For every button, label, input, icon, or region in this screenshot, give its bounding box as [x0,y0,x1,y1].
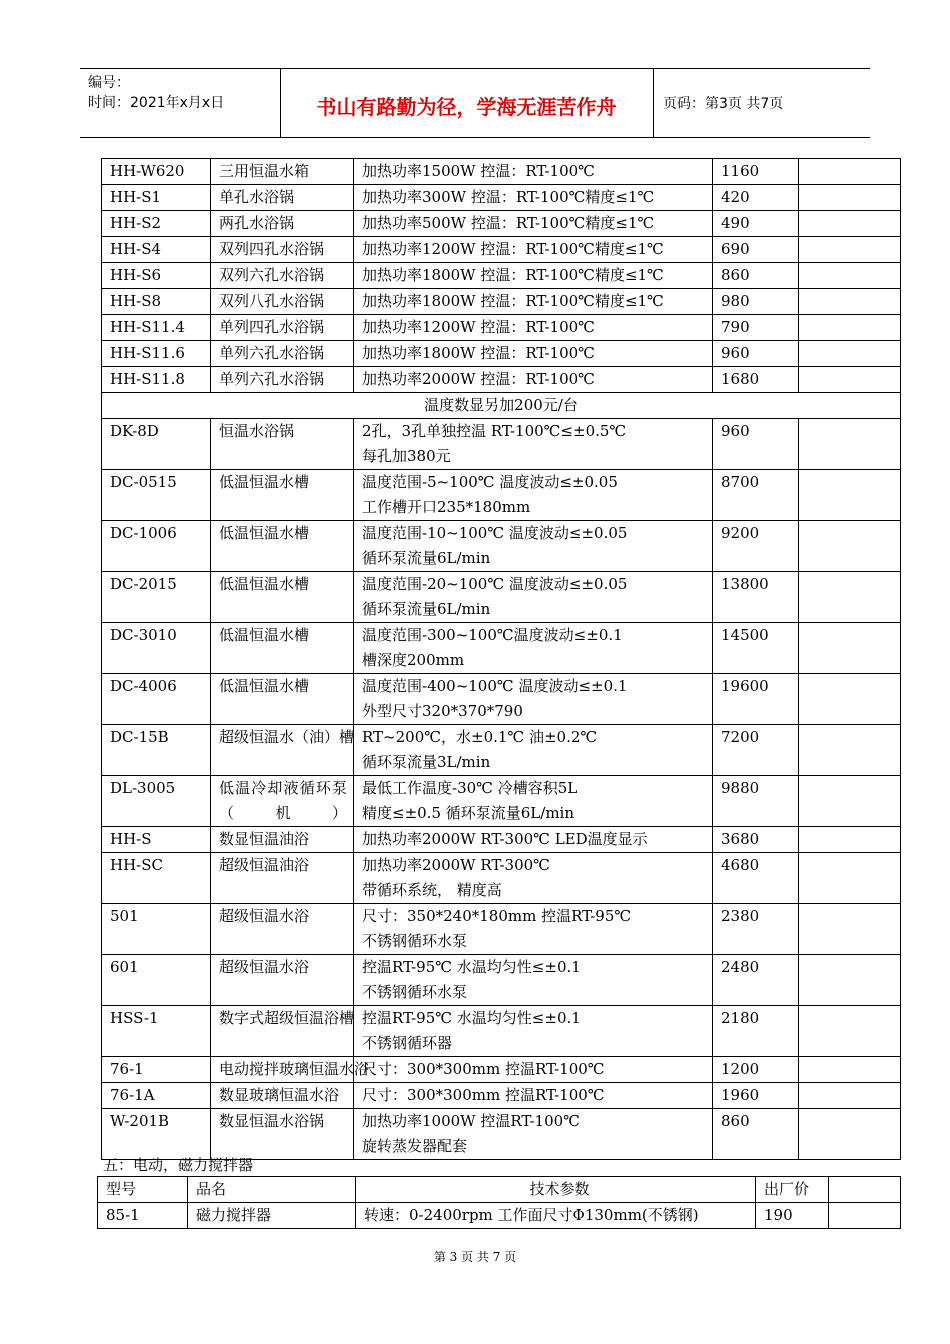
cell-spec: 加热功率2000W 控温：RT-100℃ [354,367,713,393]
cell-model: 76-1 [102,1057,211,1083]
cell-price: 4680 [713,853,799,904]
cell-empty [799,623,901,674]
cell-model: DC-0515 [102,470,211,521]
cell-spec: 加热功率1200W 控温：RT-100℃精度≤1℃ [354,237,713,263]
table-row [102,341,901,367]
cell-spec: 加热功率1800W 控温：RT-100℃精度≤1℃ [354,263,713,289]
cell-price: 190 [756,1203,829,1229]
table-row [102,827,901,853]
cell-name: 双列八孔水浴锅 [211,289,354,315]
cell-name: 单列四孔水浴锅 [211,315,354,341]
cell-price: 690 [713,237,799,263]
cell-spec-line: 不锈钢循环器 [362,1034,453,1052]
cell-empty [799,419,901,470]
header-model: 型号 [98,1177,188,1203]
table-row [102,1006,901,1057]
cell-name: 低温恒温水槽 [211,572,354,623]
cell-spec-line: 2孔，3孔单独控温 RT-100℃≤±0.5℃ [362,422,627,440]
cell-empty [799,955,901,1006]
cell-spec-line: 循环泵流量3L/min [362,753,491,771]
cell-empty [799,1006,901,1057]
cell-model: HH-S8 [102,289,211,315]
cell-name: 数显玻璃恒温水浴 [211,1083,354,1109]
cell-spec-line: 温度范围-10~100℃ 温度波动≤±0.05 [362,524,628,542]
cell-name: 数显恒温水浴锅 [211,1109,354,1160]
cell-empty [799,776,901,827]
cell-spec [354,1006,713,1057]
cell-spec: 加热功率1500W 控温：RT-100℃ [354,159,713,185]
cell-name: 数字式超级恒温浴槽 [211,1006,354,1057]
cell-name: 双列四孔水浴锅 [211,237,354,263]
cell-spec-line: 温度范围-5~100℃ 温度波动≤±0.05 [362,473,618,491]
table-row [102,237,901,263]
cell-model: DL-3005 [102,776,211,827]
header-motto: 书山有路勤为径，学海无涯苦作舟 [316,95,617,119]
cell-name: 低温恒温水槽 [211,470,354,521]
cell-price: 1680 [713,367,799,393]
cell-empty [799,367,901,393]
cell-model: HH-S6 [102,263,211,289]
table-row [102,1109,901,1160]
cell-empty [799,263,901,289]
cell-empty [799,237,901,263]
cell-spec [354,955,713,1006]
table-row [102,315,901,341]
cell-spec: 加热功率1200W 控温：RT-100℃ [354,315,713,341]
cell-spec: 加热功率1800W 控温：RT-100℃精度≤1℃ [354,289,713,315]
cell-model: DC-2015 [102,572,211,623]
table-row [102,367,901,393]
cell-spec-line: 不锈钢循环水泵 [362,932,468,950]
cell-model: DC-15B [102,725,211,776]
stirrer-table [97,1176,901,1229]
cell-spec-line: 外型尺寸320*370*790 [362,702,523,720]
cell-model: DC-1006 [102,521,211,572]
cell-spec-line: 工作槽开口235*180mm [362,498,531,516]
time-label: 时间：2021年x月x日 [88,95,225,111]
cell-model: HH-SC [102,853,211,904]
cell-name: 电动搅拌玻璃恒温水浴 [211,1057,354,1083]
cell-empty [799,159,901,185]
cell-model: 501 [102,904,211,955]
cell-price: 2380 [713,904,799,955]
cell-spec: 加热功率500W 控温：RT-100℃精度≤1℃ [354,211,713,237]
cell-name: 低温恒温水槽 [211,521,354,572]
cell-model: HH-S2 [102,211,211,237]
cell-spec-line: 精度≤±0.5 循环泵流量6L/min [362,804,575,822]
cell-spec: 加热功率2000W RT-300℃ LED温度显示 [354,827,713,853]
cell-model: HH-S11.6 [102,341,211,367]
cell-name: 超级恒温油浴 [211,853,354,904]
cell-spec [354,853,713,904]
table-row [102,853,901,904]
cell-price: 960 [713,341,799,367]
cell-name: 低温恒温水槽 [211,623,354,674]
table-row [102,211,901,237]
cell-name: 单列六孔水浴锅 [211,341,354,367]
cell-name: 三用恒温水箱 [211,159,354,185]
cell-spec-line: 控温RT-95℃ 水温均匀性≤±0.1 [362,958,581,976]
section-title: 五：电动，磁力搅拌器 [103,1156,254,1174]
cell-model: DK-8D [102,419,211,470]
cell-spec [354,419,713,470]
cell-name: 数显恒温油浴 [211,827,354,853]
cell-empty [829,1203,901,1229]
cell-empty [799,521,901,572]
cell-model: HH-S [102,827,211,853]
cell-price: 13800 [713,572,799,623]
header-name: 品名 [188,1177,356,1203]
cell-empty [799,827,901,853]
cell-model: DC-3010 [102,623,211,674]
table-row [102,623,901,674]
cell-price: 14500 [713,623,799,674]
cell-spec: 尺寸：300*300mm 控温RT-100℃ [354,1083,713,1109]
cell-empty [799,904,901,955]
header-spec: 技术参数 [356,1177,756,1203]
cell-spec [354,904,713,955]
cell-spec-line: 槽深度200mm [362,651,465,669]
cell-spec-line: 最低工作温度-30℃ 冷槽容积5L [362,779,578,797]
cell-empty [799,725,901,776]
cell-price: 1160 [713,159,799,185]
cell-spec-line: 温度范围-300~100℃温度波动≤±0.1 [362,626,623,644]
number-label: 编号： [88,75,130,91]
cell-empty [799,1057,901,1083]
cell-price: 9880 [713,776,799,827]
cell-spec: 加热功率1800W 控温：RT-100℃ [354,341,713,367]
cell-spec [354,725,713,776]
cell-price: 2480 [713,955,799,1006]
table-note-row [102,393,901,419]
table-row [102,289,901,315]
cell-spec: 加热功率300W 控温：RT-100℃精度≤1℃ [354,185,713,211]
cell-spec-line: 旋转蒸发器配套 [362,1137,468,1155]
cell-price: 790 [713,315,799,341]
cell-model: HH-S11.4 [102,315,211,341]
cell-model: 76-1A [102,1083,211,1109]
cell-model: W-201B [102,1109,211,1160]
cell-model: 601 [102,955,211,1006]
cell-price: 7200 [713,725,799,776]
cell-name: 低温恒温水槽 [211,674,354,725]
header-empty [829,1177,901,1203]
cell-empty [799,211,901,237]
cell-spec-line: 加热功率2000W RT-300℃ [362,856,550,874]
table-row [102,521,901,572]
table-row [102,1083,901,1109]
cell-spec [354,470,713,521]
table-row [102,470,901,521]
page-footer: 第 3 页 共 7 页 [433,1250,517,1264]
cell-price: 8700 [713,470,799,521]
cell-name-line: 低温冷却液循环泵 [219,779,347,797]
page-header [80,68,870,138]
cell-spec-line: 循环泵流量6L/min [362,600,491,618]
table-row [102,419,901,470]
cell-price: 860 [713,1109,799,1160]
cell-empty [799,315,901,341]
product-table [101,158,901,1160]
cell-name-line: （机） [219,804,347,822]
header-page-label: 页码：第3页 共7页 [663,96,784,112]
cell-model: HH-S1 [102,185,211,211]
cell-model: HH-S11.8 [102,367,211,393]
cell-spec-line: 不锈钢循环水泵 [362,983,468,1001]
cell-name: 超级恒温水浴 [211,904,354,955]
cell-empty [799,853,901,904]
cell-spec [354,674,713,725]
note-cell: 温度数显另加200元/台 [102,393,901,419]
cell-name: 磁力搅拌器 [188,1203,356,1229]
cell-spec-line: 温度范围-20~100℃ 温度波动≤±0.05 [362,575,628,593]
cell-price: 2180 [713,1006,799,1057]
cell-price: 1960 [713,1083,799,1109]
cell-empty [799,1083,901,1109]
cell-price: 19600 [713,674,799,725]
table-row [102,263,901,289]
table-row [102,572,901,623]
cell-empty [799,470,901,521]
cell-price: 860 [713,263,799,289]
cell-empty [799,289,901,315]
cell-model: DC-4006 [102,674,211,725]
cell-spec-line: RT~200℃，水±0.1℃ 油±0.2℃ [362,728,598,746]
cell-spec: 转速：0-2400rpm 工作面尺寸Φ130mm(不锈钢) [356,1203,756,1229]
cell-spec [354,776,713,827]
cell-price: 420 [713,185,799,211]
cell-price: 1200 [713,1057,799,1083]
cell-spec [354,1109,713,1160]
header-divider [653,69,654,137]
cell-name: 恒温水浴锅 [211,419,354,470]
cell-model: HSS-1 [102,1006,211,1057]
cell-spec-line: 每孔加380元 [362,447,451,465]
table-row [102,159,901,185]
table-row [102,185,901,211]
cell-name: 超级恒温水浴 [211,955,354,1006]
table-row [102,776,901,827]
header-price: 出厂价 [756,1177,829,1203]
cell-name: 单列六孔水浴锅 [211,367,354,393]
cell-model: 85-1 [98,1203,188,1229]
cell-model: HH-S4 [102,237,211,263]
table-row [102,955,901,1006]
cell-spec-line: 尺寸：350*240*180mm 控温RT-95℃ [362,907,632,925]
cell-name: 超级恒温水（油）槽 [211,725,354,776]
table-row [102,1057,901,1083]
cell-empty [799,341,901,367]
cell-name [211,776,354,827]
cell-empty [799,674,901,725]
cell-price: 9200 [713,521,799,572]
cell-spec [354,572,713,623]
cell-spec-line: 循环泵流量6L/min [362,549,491,567]
cell-price: 960 [713,419,799,470]
cell-name: 单孔水浴锅 [211,185,354,211]
cell-name: 两孔水浴锅 [211,211,354,237]
cell-price: 3680 [713,827,799,853]
table-header-row [98,1177,901,1203]
cell-name: 双列六孔水浴锅 [211,263,354,289]
cell-spec [354,521,713,572]
cell-price: 980 [713,289,799,315]
cell-empty [799,185,901,211]
cell-empty [799,572,901,623]
table-row [102,674,901,725]
cell-spec [354,623,713,674]
cell-empty [799,1109,901,1160]
cell-spec-line: 控温RT-95℃ 水温均匀性≤±0.1 [362,1009,581,1027]
table-row [102,725,901,776]
table-row [102,904,901,955]
cell-price: 490 [713,211,799,237]
cell-model: HH-W620 [102,159,211,185]
cell-spec-line: 加热功率1000W 控温RT-100℃ [362,1112,580,1130]
cell-spec: 尺寸：300*300mm 控温RT-100℃ [354,1057,713,1083]
cell-spec-line: 温度范围-400~100℃ 温度波动≤±0.1 [362,677,628,695]
cell-spec-line: 带循环系统， 精度高 [362,881,502,899]
table-row [98,1203,901,1229]
header-meta [88,73,278,113]
